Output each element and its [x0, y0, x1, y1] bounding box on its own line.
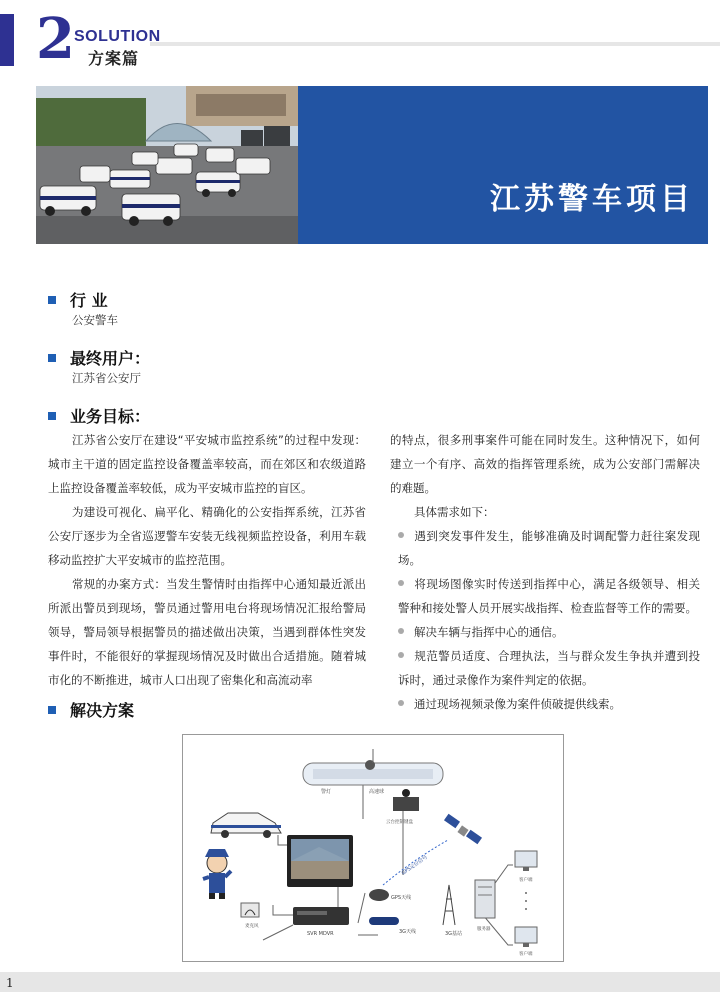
body-paragraph: 的特点，很多刑事案件可能在同时发生。这种情况下，如何建立一个有序、高效的指挥管理系统，成为公安部门需解决的难题。 [390, 433, 700, 495]
3g-tower-icon [443, 885, 455, 925]
project-title: 江苏警车项目 [490, 182, 694, 217]
3g-tower-label: 3G基站 [445, 931, 463, 937]
gps-signal-label: GPS定位信号 [400, 854, 429, 877]
page-number: 1 [6, 976, 14, 990]
header-accent-bar [0, 14, 14, 66]
header-rule [150, 42, 720, 46]
end-user-value: 江苏省公安厅 [72, 371, 141, 385]
satellite-icon [444, 814, 482, 845]
section-heading-solution-text: 解决方案 [70, 701, 135, 720]
section-heading-industry-text: 行 业 [70, 291, 108, 310]
chapter-number: 2 [36, 6, 75, 72]
footer-bar [0, 972, 720, 992]
project-title-panel [298, 86, 708, 244]
demand-item: 解决车辆与指挥中心的通信。 [390, 620, 700, 644]
demand-item: 遇到突发事件发生，能够准确及时调配警力赶往案发现场。 [390, 524, 700, 572]
body-paragraph: 常规的办案方式：当发生警情时由指挥中心通知最近派出所派出警员到现场，警员通过警用电台将现场情况汇报给警局领导，警局领导根据警员的描述做出决策，当遇到群体性突发事件时，不能很好的掌握现场情况及时做出合适措施。随着城市化的不断推进，城市人口出现了密集化和高流动率 [48, 577, 366, 687]
server-label: 服务器 [477, 927, 491, 932]
demand-intro: 具体需求如下： [414, 505, 495, 519]
car-monitor-icon [287, 835, 353, 887]
section-heading-goal-text: 业务目标： [70, 407, 151, 426]
bullet-square-icon [48, 354, 56, 362]
microphone-label: 麦克风 [245, 924, 259, 929]
body-paragraph: 为建设可视化、扁平化、精确化的公安指挥系统，江苏省公安厅逐步为全省巡逻警车安装无线视频监控设备，利用车载移动监控扩大平安城市的监控范围。 [48, 505, 366, 567]
section-heading-end-user-text: 最终用户： [70, 349, 151, 368]
gps-antenna-icon [369, 889, 389, 901]
demand-item: 将现场图像实时传送到指挥中心，满足各级领导、相关警种和接处警人员开展实战指挥、检查监督等工作的需要。 [390, 572, 700, 620]
microphone-icon [241, 903, 259, 917]
police-officer-icon [203, 849, 231, 899]
light-bar-icon [303, 749, 443, 785]
chapter-title-en: SOLUTION [74, 28, 161, 45]
client-label-2: 客户端 [519, 952, 533, 957]
server-icon [475, 880, 495, 918]
section-heading-industry [48, 288, 108, 311]
demand-item: 规范警员适度、合理执法，当与群众发生争执并遭到投诉时，通过录像作为案件判定的依据。 [390, 644, 700, 692]
bullet-square-icon [48, 412, 56, 420]
3g-antenna-label: 3G天线 [399, 929, 417, 935]
section-heading-goal [48, 404, 150, 427]
police-car-icon [211, 813, 281, 838]
bullet-square-icon [48, 296, 56, 304]
mdvr-icon [293, 907, 349, 925]
chapter-title-cn: 方案篇 [88, 49, 140, 68]
mdvr-label: SVR MDVR [307, 931, 334, 937]
police-cars-photo [36, 86, 298, 244]
industry-value: 公安警车 [72, 313, 118, 327]
body-column-right [390, 428, 700, 716]
body-paragraph: 江苏省公安厅在建设“平安城市监控系统”的过程中发现：城市主干道的固定监控设备覆盖率较高，而在郊区和农级道路上监控设备覆盖率较低，成为平安城市监控的盲区。 [48, 433, 366, 495]
demand-item: 通过现场视频录像为案件侦破提供线索。 [390, 692, 700, 716]
light-bar-label: 警灯 [321, 789, 332, 795]
section-heading-end-user [48, 346, 150, 369]
ptz-keyboard-icon [393, 789, 419, 811]
section-heading-solution [48, 698, 134, 721]
bullet-square-icon [48, 706, 56, 714]
keyboard-label: 云台控制键盘 [386, 820, 413, 825]
gps-antenna-label: GPS天线 [391, 895, 412, 901]
client-pc-icon [515, 927, 537, 947]
solution-diagram [182, 734, 564, 962]
client-pc-icon [515, 851, 537, 871]
3g-antenna-icon [369, 917, 399, 925]
dome-camera-label: 高速球 [369, 789, 385, 795]
client-label-1: 客户端 [519, 878, 533, 883]
body-column-left [48, 428, 366, 692]
